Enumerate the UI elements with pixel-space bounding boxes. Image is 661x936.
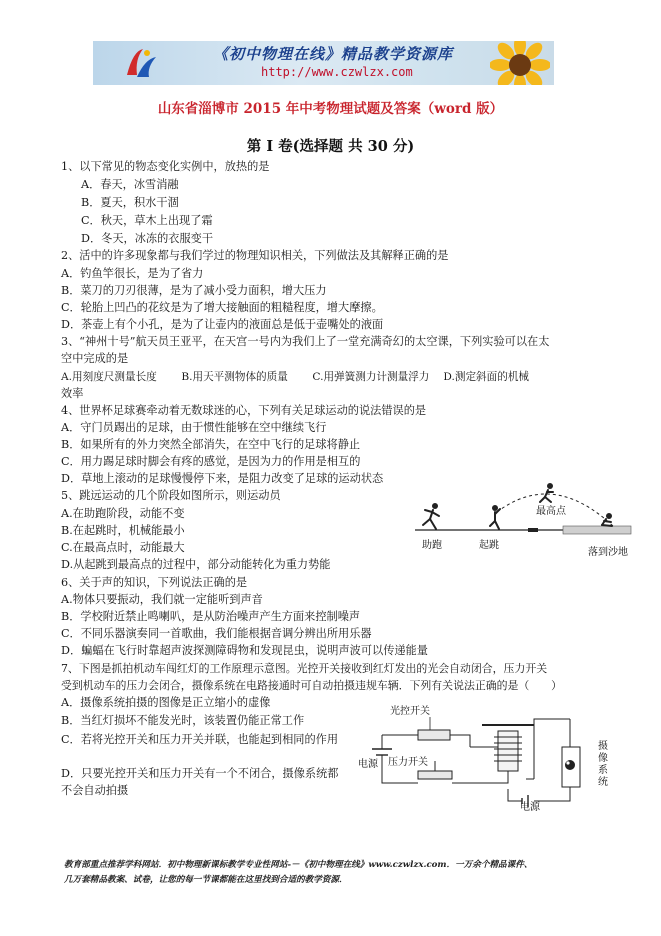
option-4c: C．用力踢足球时脚会有疼的感觉，是因为力的作用是相互的 [61,455,361,468]
option-5d: D.从起跳到最高点的过程中，部分动能转化为重力势能 [61,558,331,571]
site-logo-icon [123,45,159,81]
part-title: 第 I 卷(选择题 共 30 分) [246,138,415,155]
option-4d: D．草地上滚动的足球慢慢停下来，是阻力改变了足球的运动状态 [61,472,384,485]
camera-label-text: 摄像系统 [598,741,608,788]
document-title: 山东省淄博市 2015 年中考物理试题及答案（word 版） [157,101,504,117]
footer-line-2: 几万套精品教案、试卷，让您的每一节课都能在这里找到合适的教学资源． [64,875,348,885]
header-banner [93,41,554,85]
camera-icon [565,760,575,770]
page-footer [64,858,532,888]
label-takeoff: 起跳 [479,540,499,551]
jumper-peak-icon [540,483,553,502]
label-camera [598,739,608,788]
option-7d: D．只要光控开关和压力开关有一个不闭合，摄像系统都 [61,767,339,780]
question-1: 1、以下常见的物态变化实例中，放热的是 [61,160,270,173]
options-3: A.用刻度尺测量长度 B.用天平测物体的质量 C.用弹簧测力计测量浮力 D.测定斜面的机械 [61,371,530,383]
option-1a: A．春天，冰雪消融 [81,178,179,191]
option-7d-cont: 不会自动拍摄 [61,784,129,797]
question-2: 2、活中的许多现象都与我们学过的物理知识相关，下列做法及其解释正确的是 [61,249,449,262]
option-6b: B．学校附近禁止鸣喇叭，是从防治噪声产生方面来控制噪声 [61,610,361,623]
option-1c: C．秋天，草木上出现了霜 [81,214,213,227]
question-3: 3、“神州十号”航天员王亚平，在天宫一号内为我们上了一堂充满奇幻的太空课，下列实验可以在太 [61,335,550,348]
label-power-left: 电源 [358,759,378,770]
option-4a: A．守门员踢出的足球，由于惯性能够在空中继续飞行 [61,421,327,434]
option-7c: C．若将光控开关和压力开关并联，也能起到相同的作用 [61,733,339,746]
label-land: 落到沙地 [588,547,628,558]
banner-url: http://www.czwlzx.com [261,65,413,79]
banner-title: 《初中物理在线》精品教学资源库 [213,45,454,63]
option-5a: A.在助跑阶段，动能不变 [61,507,185,520]
circuit-figure [358,703,620,813]
option-7a: A．摄像系统拍摄的图像是正立缩小的虚像 [61,696,271,709]
option-2d: D．茶壶上有个小孔，是为了让壶内的液面总是低于壶嘴处的液面 [61,318,384,331]
label-power-right: 电源 [520,802,540,813]
question-5: 5、跳远运动的几个阶段如图所示，则运动员 [61,489,281,502]
option-5b: B.在起跳时，机械能最小 [61,524,185,537]
jumper-landing-icon [602,513,612,526]
option-6d: D．蝙蝠在飞行时靠超声波探测障碍物和发现昆虫，说明声波可以传递能量 [61,644,428,657]
long-jump-figure [413,478,633,568]
question-3-cont: 空中完成的是 [61,352,129,365]
options-3-cont: 效率 [61,387,84,400]
label-peak: 最高点 [536,506,566,517]
option-6c: C．不同乐器演奏同一首歌曲，我们能根据音调分辨出所用乐器 [61,627,372,640]
option-5c: C.在最高点时，动能最大 [61,541,185,554]
question-6: 6、关于声的知识，下列说法正确的是 [61,576,248,589]
label-pressure-switch: 压力开关 [388,757,428,768]
option-1d: D．冬天，冰冻的衣服变干 [81,232,214,245]
footer-line-1: 教育部重点推荐学科网站．初中物理新课标教学专业性网站-－《初中物理在线》www.czwlzx.com．一万余个精品课件、 [64,860,533,870]
option-4b: B．如果所有的外力突然全部消失，在空中飞行的足球将静止 [61,438,361,451]
jumper-takeoff-icon [490,505,500,529]
option-6a: A.物体只要振动，我们就一定能听到声音 [61,593,263,606]
question-7-cont: 受到机动车的压力会闭合，摄像系统在电路接通时可自动拍摄违规车辆．下列有关说法正确的是（ ） [61,679,562,692]
sunflower-icon [490,41,550,85]
option-2a: A．钓鱼竿很长，是为了省力 [61,267,204,280]
question-7: 7、下图是抓拍机动车闯红灯的工作原理示意图。光控开关接收到红灯发出的光会自动闭合，压力开关 [61,662,548,675]
option-7b: B．当红灯损坏不能发光时，该装置仍能正常工作 [61,714,305,727]
label-run: 助跑 [422,540,442,551]
question-4: 4、世界杯足球赛牵动着无数球迷的心，下列有关足球运动的说法错误的是 [61,404,427,417]
label-light-switch: 光控开关 [390,706,430,717]
option-2b: B．菜刀的刀刃很薄，是为了减小受力面积，增大压力 [61,284,327,297]
runner-icon [423,503,439,529]
option-2c: C．轮胎上凹凸的花纹是为了增大接触面的粗糙程度，增大摩擦。 [61,301,383,314]
option-1b: B．夏天，积水干涸 [81,196,179,209]
